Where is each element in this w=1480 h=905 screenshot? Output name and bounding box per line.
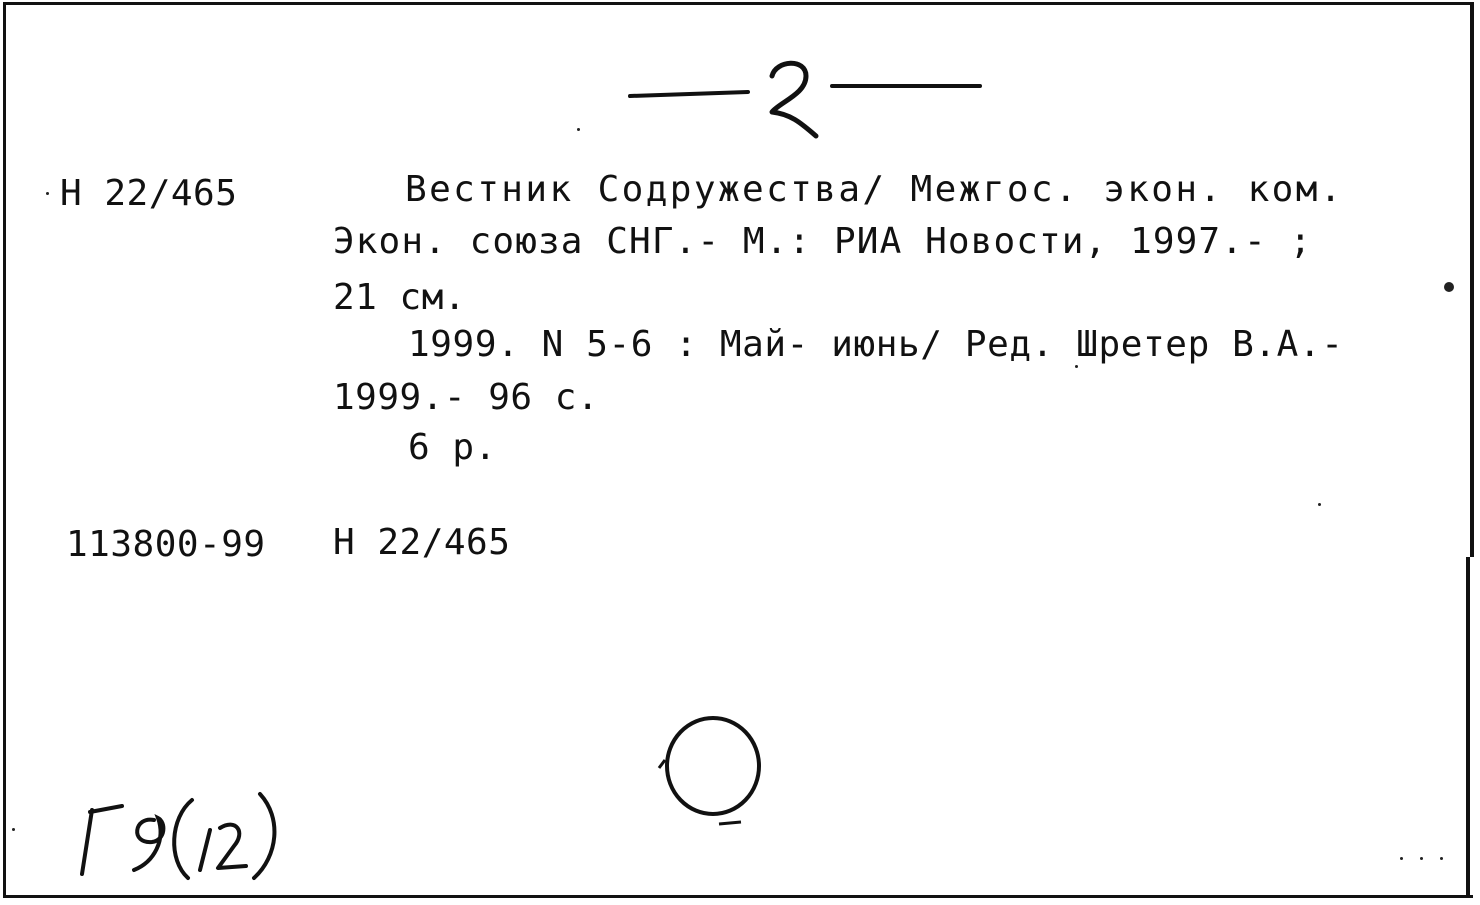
scan-speck bbox=[1420, 857, 1423, 860]
punch-hole-icon bbox=[655, 710, 775, 835]
price: 6 р. bbox=[408, 427, 497, 468]
card-edge-bottom bbox=[1466, 557, 1470, 898]
card-edge-top bbox=[1470, 2, 1474, 557]
inventory-call-number: Н 22/465 bbox=[333, 522, 511, 563]
issue-line-1: 1999. N 5-6 : Май- июнь/ Ред. Шретер В.А.- bbox=[408, 324, 1344, 365]
scan-speck bbox=[12, 828, 15, 831]
handwritten-code bbox=[70, 770, 300, 890]
scan-speck bbox=[1440, 857, 1443, 860]
scan-speck bbox=[577, 128, 580, 131]
scan-speck bbox=[1400, 857, 1403, 860]
scan-speck bbox=[46, 192, 49, 195]
title-line-3: 21 см. bbox=[333, 277, 467, 318]
scan-speck bbox=[1075, 365, 1078, 368]
title-line-2: Экон. союза СНГ.- М.: РИА Новости, 1997.- ; bbox=[333, 221, 1313, 262]
inventory-number: 113800-99 bbox=[66, 524, 266, 565]
scan-speck bbox=[1444, 282, 1454, 292]
title-line-1: Вестник Содружества/ Межгос. экон. ком. bbox=[405, 169, 1344, 210]
call-number: Н 22/465 bbox=[60, 173, 238, 214]
issue-line-2: 1999.- 96 с. bbox=[333, 377, 600, 418]
scan-speck bbox=[1318, 503, 1321, 506]
card-number-handwritten bbox=[620, 50, 1000, 150]
